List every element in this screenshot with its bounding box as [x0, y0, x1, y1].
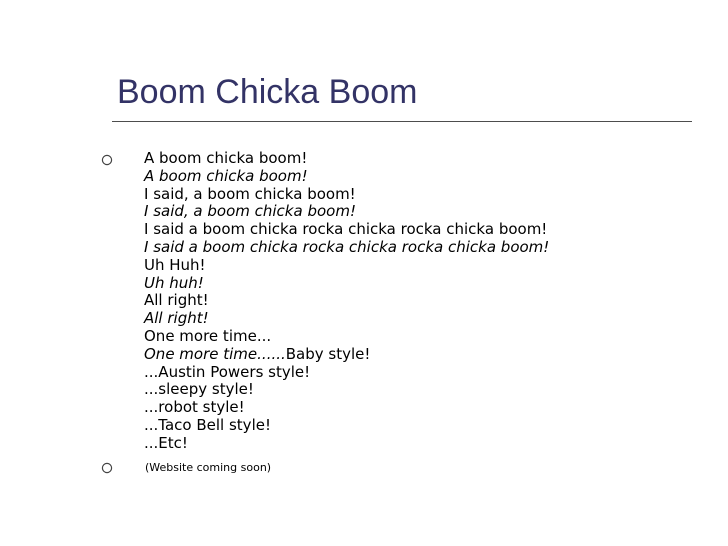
verse-line: A boom chicka boom!	[144, 149, 308, 167]
hollow-circle-bullet-icon	[100, 153, 114, 167]
verse-line-echo: I said, a boom chicka boom!	[144, 202, 356, 221]
verse-line: ...Austin Powers style!	[144, 362, 311, 381]
verse-line: I said, a boom chicka boom!	[144, 184, 356, 203]
verse-line-mixed	[144, 346, 549, 364]
verse-line: I said a boom chicka rocka chicka rocka chicka boom!	[144, 220, 548, 239]
verse-line-echo-part: One more time......	[144, 344, 286, 363]
verse-line: One more time...	[144, 326, 272, 345]
title-underline	[112, 121, 692, 122]
slide-title: Boom Chicka Boom	[117, 73, 418, 111]
verse-line: ...sleepy style!	[144, 380, 254, 399]
verse-line: ...robot style!	[144, 398, 245, 417]
verse-line-continuation: Baby style!	[285, 344, 371, 363]
verse-line-echo: A boom chicka boom!	[144, 166, 308, 185]
verse-line-echo: I said a boom chicka rocka chicka rocka chicka boom!	[144, 237, 550, 256]
verse-line: All right!	[144, 291, 209, 310]
verse-line: ...Taco Bell style!	[144, 415, 271, 434]
verse-line-echo: All right!	[144, 309, 209, 328]
verse-lines	[144, 150, 549, 453]
hollow-circle-bullet-icon	[100, 461, 114, 475]
verse-line: ...Etc!	[144, 433, 188, 452]
verse-line-echo: Uh huh!	[144, 273, 204, 292]
website-note: (Website coming soon)	[145, 461, 272, 474]
verse-line: Uh Huh!	[144, 255, 206, 274]
